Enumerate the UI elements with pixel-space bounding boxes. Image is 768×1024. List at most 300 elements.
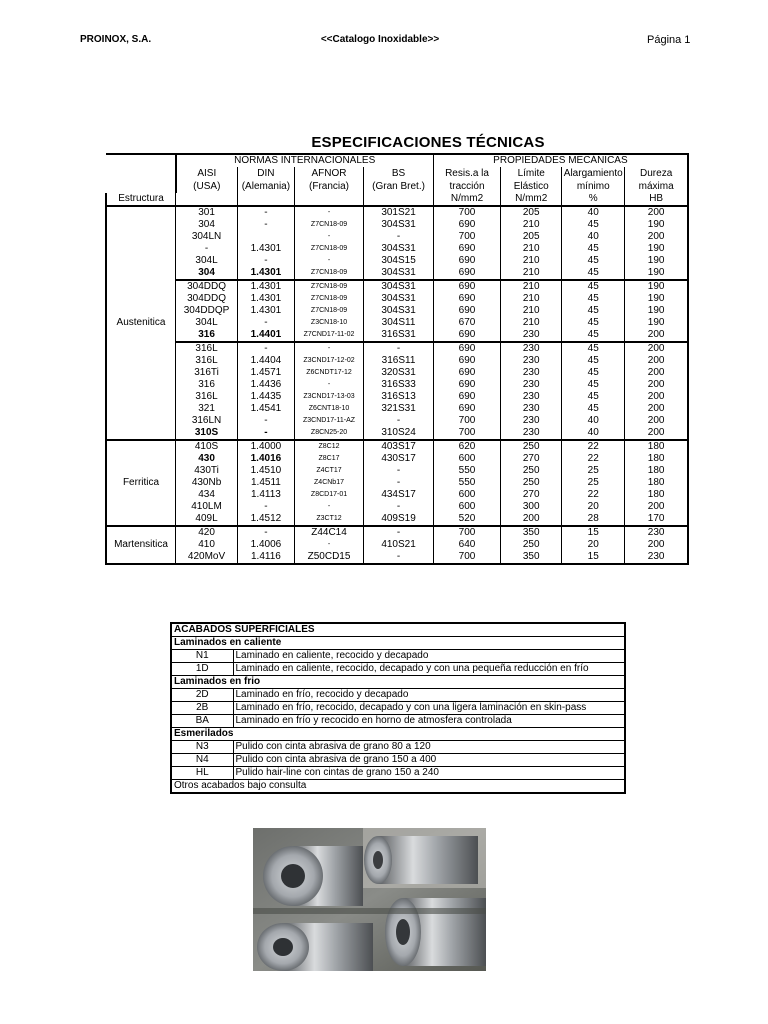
table-row [106, 415, 688, 427]
cell-aisi: 430 [176, 453, 238, 465]
table-row [106, 379, 688, 391]
cell-alarg: 45 [562, 243, 625, 255]
cell-resis: 690 [433, 342, 500, 355]
cell-bs: 301S21 [364, 206, 434, 219]
cell-resis: 700 [433, 415, 500, 427]
cell-din: - [238, 415, 295, 427]
table-row [106, 501, 688, 513]
cell-dureza: 190 [625, 255, 688, 267]
cell-din: 1.4006 [238, 539, 295, 551]
column-header: Alargamiento [562, 167, 625, 180]
table-row [106, 305, 688, 317]
finish-section: Laminados en caliente [171, 637, 625, 650]
table-row [106, 453, 688, 465]
cell-bs: 409S19 [364, 513, 434, 526]
finish-code: N3 [171, 741, 233, 754]
finish-description: Pulido hair-line con cintas de grano 150 a 240 [233, 767, 625, 780]
finish-description: Laminado en caliente, recocido y decapado [233, 650, 625, 663]
cell-dureza: 200 [625, 367, 688, 379]
structure-group: Ferritica [106, 440, 176, 526]
cell-afnor: Z3CN18-10 [294, 317, 364, 329]
cell-resis: 690 [433, 367, 500, 379]
column-unit: HB [625, 193, 688, 206]
list-item [171, 715, 625, 728]
cell-bs: 320S31 [364, 367, 434, 379]
finish-code: 1D [171, 663, 233, 676]
cell-alarg: 40 [562, 427, 625, 440]
cell-resis: 690 [433, 255, 500, 267]
structure-group: Martensitica [106, 526, 176, 564]
column-unit: N/mm2 [501, 193, 562, 206]
structure-group: Austenitica [106, 206, 176, 440]
cell-resis: 620 [433, 440, 500, 453]
cell-alarg: 45 [562, 355, 625, 367]
cell-aisi: 304L [176, 255, 238, 267]
cell-bs: - [364, 465, 434, 477]
cell-dureza: 200 [625, 391, 688, 403]
cell-afnor: Z7CN18-09 [294, 267, 364, 280]
cell-limite: 270 [501, 453, 562, 465]
column-header: (Alemania) [238, 180, 295, 193]
cell-afnor: - [294, 501, 364, 513]
table-row [106, 317, 688, 329]
cell-din: - [238, 255, 295, 267]
cell-limite: 230 [501, 427, 562, 440]
cell-din: - [238, 427, 295, 440]
list-item [171, 689, 625, 702]
table-row [106, 280, 688, 293]
column-header: Límite [501, 167, 562, 180]
cell-resis: 690 [433, 379, 500, 391]
cell-din [238, 231, 295, 243]
catalog-title: <<Catalogo Inoxidable>> [320, 34, 440, 45]
cell-alarg: 45 [562, 342, 625, 355]
cell-aisi: 410S [176, 440, 238, 453]
cell-alarg: 40 [562, 206, 625, 219]
group-header-propiedades: PROPIEDADES MECÁNICAS [433, 154, 688, 167]
cell-afnor: - [294, 342, 364, 355]
cell-din: - [238, 342, 295, 355]
table-row [106, 243, 688, 255]
cell-resis: 600 [433, 453, 500, 465]
cell-resis: 670 [433, 317, 500, 329]
cell-alarg: 25 [562, 477, 625, 489]
cell-afnor: Z7CN18-09 [294, 305, 364, 317]
cell-bs: 316S13 [364, 391, 434, 403]
cell-afnor: - [294, 379, 364, 391]
list-item [171, 741, 625, 754]
cell-dureza: 190 [625, 243, 688, 255]
cell-bs: - [364, 342, 434, 355]
cell-resis: 690 [433, 355, 500, 367]
cell-aisi: 316L [176, 342, 238, 355]
cell-limite: 210 [501, 317, 562, 329]
finish-code: 2B [171, 702, 233, 715]
column-header: Dureza [625, 167, 688, 180]
cell-bs: 304S31 [364, 243, 434, 255]
cell-bs: 410S21 [364, 539, 434, 551]
cell-limite: 250 [501, 539, 562, 551]
cell-aisi: 304 [176, 267, 238, 280]
cell-dureza: 200 [625, 329, 688, 342]
table-row [106, 526, 688, 539]
cell-alarg: 45 [562, 329, 625, 342]
company-name: PROINOX, S.A. [80, 34, 152, 45]
table-row [106, 513, 688, 526]
cell-alarg: 45 [562, 293, 625, 305]
cell-aisi: 321 [176, 403, 238, 415]
cell-dureza: 200 [625, 415, 688, 427]
cell-alarg: 45 [562, 403, 625, 415]
cell-bs: - [364, 477, 434, 489]
cell-dureza: 200 [625, 342, 688, 355]
cell-dureza: 230 [625, 551, 688, 564]
cell-aisi: 316Ti [176, 367, 238, 379]
steel-coils-photo [253, 828, 486, 971]
column-header: AISI [176, 167, 238, 180]
cell-bs: 304S15 [364, 255, 434, 267]
table-row [106, 465, 688, 477]
cell-limite: 250 [501, 440, 562, 453]
cell-alarg: 20 [562, 501, 625, 513]
cell-bs: 304S31 [364, 305, 434, 317]
cell-dureza: 190 [625, 317, 688, 329]
cell-din: 1.4301 [238, 243, 295, 255]
cell-resis: 690 [433, 391, 500, 403]
cell-din: - [238, 526, 295, 539]
cell-aisi: 304DDQ [176, 280, 238, 293]
finishes-table [170, 622, 626, 794]
column-unit [238, 193, 295, 206]
cell-resis: 640 [433, 539, 500, 551]
finish-code: N1 [171, 650, 233, 663]
finish-description: Laminado en frío y recocido en horno de atmosfera controlada [233, 715, 625, 728]
cell-bs: 430S17 [364, 453, 434, 465]
cell-din: - [238, 206, 295, 219]
finishes-footer: Otros acabados bajo consulta [171, 780, 625, 794]
list-item [171, 663, 625, 676]
cell-resis: 520 [433, 513, 500, 526]
page-title: ESPECIFICACIONES TÉCNICAS [311, 134, 545, 151]
table-row [106, 427, 688, 440]
column-header: BS [364, 167, 434, 180]
cell-resis: 690 [433, 280, 500, 293]
cell-bs: 310S24 [364, 427, 434, 440]
finish-description: Pulido con cinta abrasiva de grano 150 a 400 [233, 754, 625, 767]
column-unit: N/mm2 [433, 193, 500, 206]
cell-limite: 210 [501, 293, 562, 305]
cell-bs: 434S17 [364, 489, 434, 501]
cell-din: 1.4541 [238, 403, 295, 415]
cell-afnor: Z8CN25-20 [294, 427, 364, 440]
cell-limite: 205 [501, 231, 562, 243]
finish-description: Pulido con cinta abrasiva de grano 80 a 120 [233, 741, 625, 754]
cell-limite: 230 [501, 355, 562, 367]
cell-afnor: Z7CN18-09 [294, 219, 364, 231]
cell-din: - [238, 219, 295, 231]
cell-din: 1.4435 [238, 391, 295, 403]
cell-alarg: 40 [562, 415, 625, 427]
cell-bs: 403S17 [364, 440, 434, 453]
cell-limite: 200 [501, 513, 562, 526]
cell-aisi: 304L [176, 317, 238, 329]
cell-alarg: 45 [562, 280, 625, 293]
cell-afnor: Z44C14 [294, 526, 364, 539]
table-row [106, 329, 688, 342]
cell-din: 1.4512 [238, 513, 295, 526]
cell-aisi: - [176, 243, 238, 255]
table-row [106, 551, 688, 564]
estructura-label: Estructura [106, 193, 176, 206]
column-header: (Gran Bret.) [364, 180, 434, 193]
cell-bs: - [364, 415, 434, 427]
cell-limite: 230 [501, 367, 562, 379]
cell-alarg: 22 [562, 440, 625, 453]
cell-alarg: 45 [562, 379, 625, 391]
table-row [106, 231, 688, 243]
cell-afnor: Z6CNDT17-12 [294, 367, 364, 379]
cell-aisi: 410LM [176, 501, 238, 513]
list-item [171, 650, 625, 663]
finish-section: Laminados en frio [171, 676, 625, 689]
table-row [106, 391, 688, 403]
cell-bs: 304S31 [364, 219, 434, 231]
cell-aisi: 304DDQ [176, 293, 238, 305]
cell-din: 1.4301 [238, 280, 295, 293]
cell-afnor: Z3CND17-13-03 [294, 391, 364, 403]
cell-bs: 316S11 [364, 355, 434, 367]
cell-resis: 690 [433, 243, 500, 255]
cell-bs: 304S31 [364, 267, 434, 280]
cell-afnor: Z3CND17-11-AZ [294, 415, 364, 427]
cell-alarg: 45 [562, 317, 625, 329]
cell-aisi: 409L [176, 513, 238, 526]
cell-limite: 210 [501, 280, 562, 293]
cell-limite: 230 [501, 415, 562, 427]
cell-dureza: 200 [625, 501, 688, 513]
cell-limite: 230 [501, 329, 562, 342]
cell-alarg: 25 [562, 465, 625, 477]
cell-dureza: 180 [625, 465, 688, 477]
steel-coils-image [253, 828, 486, 971]
list-item [171, 702, 625, 715]
cell-dureza: 200 [625, 403, 688, 415]
cell-alarg: 45 [562, 391, 625, 403]
cell-alarg: 15 [562, 526, 625, 539]
finish-description: Laminado en frío, recocido y decapado [233, 689, 625, 702]
cell-alarg: 45 [562, 219, 625, 231]
cell-limite: 210 [501, 267, 562, 280]
cell-limite: 210 [501, 305, 562, 317]
cell-afnor: Z8CD17-01 [294, 489, 364, 501]
cell-alarg: 15 [562, 551, 625, 564]
cell-afnor: Z7CN18-09 [294, 280, 364, 293]
cell-aisi: 304DDQP [176, 305, 238, 317]
finish-code: HL [171, 767, 233, 780]
cell-afnor: - [294, 206, 364, 219]
cell-aisi: 304 [176, 219, 238, 231]
table-row [106, 355, 688, 367]
list-item [171, 767, 625, 780]
finish-code: BA [171, 715, 233, 728]
column-unit: % [562, 193, 625, 206]
cell-afnor: - [294, 255, 364, 267]
cell-bs: - [364, 231, 434, 243]
column-header: tracción [433, 180, 500, 193]
cell-alarg: 45 [562, 267, 625, 280]
cell-din: 1.4436 [238, 379, 295, 391]
cell-afnor: Z3CT12 [294, 513, 364, 526]
cell-aisi: 420 [176, 526, 238, 539]
cell-afnor: Z4CT17 [294, 465, 364, 477]
column-header: mínimo [562, 180, 625, 193]
finish-code: 2D [171, 689, 233, 702]
page-number: Página 1 [647, 34, 691, 46]
cell-alarg: 45 [562, 367, 625, 379]
cell-limite: 250 [501, 477, 562, 489]
cell-aisi: 316 [176, 329, 238, 342]
cell-limite: 210 [501, 243, 562, 255]
cell-aisi: 316 [176, 379, 238, 391]
cell-dureza: 180 [625, 477, 688, 489]
cell-alarg: 40 [562, 231, 625, 243]
cell-limite: 250 [501, 465, 562, 477]
table-row [106, 206, 688, 219]
cell-resis: 700 [433, 206, 500, 219]
table-row [106, 255, 688, 267]
table-row [106, 539, 688, 551]
cell-alarg: 45 [562, 255, 625, 267]
cell-alarg: 22 [562, 453, 625, 465]
column-unit [294, 193, 364, 206]
cell-aisi: 304LN [176, 231, 238, 243]
finish-description: Laminado en caliente, recocido, decapado y con una pequeña reducción en frío [233, 663, 625, 676]
cell-limite: 210 [501, 255, 562, 267]
cell-aisi: 316L [176, 355, 238, 367]
table-row [106, 219, 688, 231]
table-row [106, 440, 688, 453]
cell-limite: 350 [501, 551, 562, 564]
finishes-title: ACABADOS SUPERFICIALES [174, 624, 315, 635]
cell-dureza: 190 [625, 305, 688, 317]
column-header: AFNOR [294, 167, 364, 180]
cell-limite: 300 [501, 501, 562, 513]
cell-limite: 230 [501, 342, 562, 355]
cell-aisi: 434 [176, 489, 238, 501]
cell-resis: 700 [433, 231, 500, 243]
cell-aisi: 301 [176, 206, 238, 219]
cell-aisi: 316L [176, 391, 238, 403]
cell-bs: - [364, 551, 434, 564]
table-row [106, 367, 688, 379]
cell-bs: 316S31 [364, 329, 434, 342]
cell-alarg: 20 [562, 539, 625, 551]
cell-limite: 270 [501, 489, 562, 501]
column-header: DIN [238, 167, 295, 180]
cell-din: 1.4510 [238, 465, 295, 477]
cell-resis: 550 [433, 477, 500, 489]
table-row [106, 267, 688, 280]
finish-section: Esmerilados [171, 728, 625, 741]
cell-alarg: 22 [562, 489, 625, 501]
cell-bs: - [364, 526, 434, 539]
cell-afnor: Z7CN18-09 [294, 243, 364, 255]
cell-resis: 700 [433, 551, 500, 564]
table-row [106, 477, 688, 489]
cell-dureza: 200 [625, 231, 688, 243]
cell-resis: 690 [433, 267, 500, 280]
cell-afnor: Z8C17 [294, 453, 364, 465]
cell-aisi: 420MoV [176, 551, 238, 564]
cell-din: 1.4511 [238, 477, 295, 489]
column-header: (USA) [176, 180, 238, 193]
cell-aisi: 310S [176, 427, 238, 440]
cell-dureza: 230 [625, 526, 688, 539]
column-unit [176, 193, 238, 206]
column-header: (Francia) [294, 180, 364, 193]
cell-dureza: 200 [625, 379, 688, 391]
cell-limite: 230 [501, 379, 562, 391]
cell-limite: 230 [501, 391, 562, 403]
cell-limite: 205 [501, 206, 562, 219]
finish-description: Laminado en frío, recocido, decapado y con una ligera laminación en skin-pass [233, 702, 625, 715]
cell-afnor: Z3CND17-12-02 [294, 355, 364, 367]
table-row [106, 403, 688, 415]
cell-din: 1.4016 [238, 453, 295, 465]
cell-resis: 700 [433, 427, 500, 440]
cell-aisi: 410 [176, 539, 238, 551]
cell-afnor: Z4CNb17 [294, 477, 364, 489]
cell-afnor: - [294, 231, 364, 243]
cell-dureza: 200 [625, 427, 688, 440]
cell-din: - [238, 317, 295, 329]
cell-afnor: Z50CD15 [294, 551, 364, 564]
cell-limite: 230 [501, 403, 562, 415]
cell-bs: 321S31 [364, 403, 434, 415]
cell-din: - [238, 501, 295, 513]
cell-resis: 600 [433, 501, 500, 513]
cell-resis: 690 [433, 403, 500, 415]
list-item [171, 754, 625, 767]
cell-alarg: 45 [562, 305, 625, 317]
table-row [106, 489, 688, 501]
cell-limite: 210 [501, 219, 562, 231]
column-header: Elástico [501, 180, 562, 193]
cell-afnor: Z6CNT18-10 [294, 403, 364, 415]
cell-dureza: 200 [625, 355, 688, 367]
cell-din: 1.4116 [238, 551, 295, 564]
cell-resis: 690 [433, 293, 500, 305]
cell-dureza: 190 [625, 219, 688, 231]
cell-resis: 690 [433, 219, 500, 231]
column-unit [364, 193, 434, 206]
cell-dureza: 180 [625, 440, 688, 453]
cell-din: 1.4571 [238, 367, 295, 379]
cell-din: 1.4113 [238, 489, 295, 501]
cell-afnor: Z7CN18-09 [294, 293, 364, 305]
cell-afnor: - [294, 539, 364, 551]
column-header: máxima [625, 180, 688, 193]
cell-resis: 550 [433, 465, 500, 477]
cell-resis: 600 [433, 489, 500, 501]
cell-dureza: 200 [625, 539, 688, 551]
column-header: Resis.a la [433, 167, 500, 180]
cell-dureza: 190 [625, 267, 688, 280]
cell-din: 1.4000 [238, 440, 295, 453]
table-row [106, 293, 688, 305]
cell-bs: - [364, 501, 434, 513]
cell-afnor: Z8C12 [294, 440, 364, 453]
